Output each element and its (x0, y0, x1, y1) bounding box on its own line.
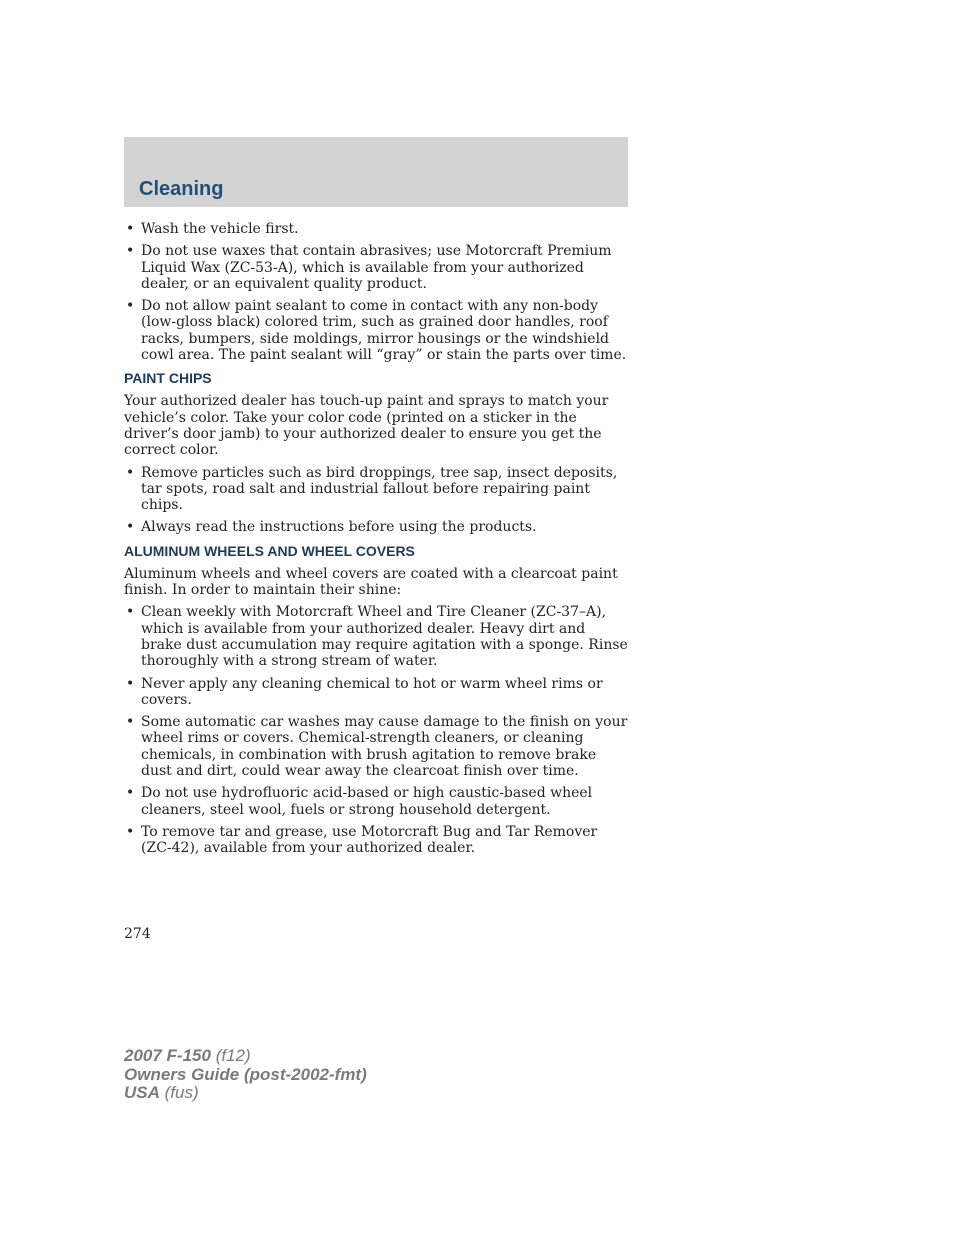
bullet-icon: • (126, 823, 135, 840)
bullet-icon: • (126, 243, 135, 260)
bullet-icon: • (126, 785, 135, 802)
list-item: • Do not allow paint sealant to come in contact with any non-body (low-gloss black) colored trim, such as grained door handles, roof racks, bumpers, side moldings, mirror housings or the windshield cowl area. The paint sealant will “gray” or stain the parts over time. (126, 298, 627, 364)
list-item: • Some automatic car washes may cause damage to the finish on your wheel rims or covers. Chemical-strength cleaners, or cleaning chemicals, in combination with brush agitation to remove brake dust and dirt, could wear away the clearcoat finish over time. (126, 714, 628, 780)
heading-aluminum-wheels: ALUMINUM WHEELS AND WHEEL COVERS (124, 542, 415, 559)
list-item: • Never apply any cleaning chemical to hot or warm wheel rims or covers. (126, 675, 603, 708)
paint-chips-paragraph: Your authorized dealer has touch-up paint and sprays to match your vehicle’s color. Take your color code (printed on a sticker in the driver’s door jamb) to your authorized dealer to ensure you get the correct color. (124, 393, 609, 459)
list-item: • Do not use hydrofluoric acid-based or high caustic-based wheel cleaners, steel wool, fuels or strong household detergent. (126, 785, 593, 818)
list-item: • Clean weekly with Motorcraft Wheel and Tire Cleaner (ZC-37–A), which is available from your authorized dealer. Heavy dirt and brake dust accumulation may require agitation with a sponge. Rinse thoroughly with a strong stream of water. (126, 604, 628, 670)
section-title-cleaning: Cleaning (139, 178, 224, 200)
footer-line-market: USA (fus) (124, 1083, 199, 1102)
wheels-paragraph: Aluminum wheels and wheel covers are coated with a clearcoat paint finish. In order to maintain their shine: (124, 565, 618, 599)
intro-bullet-list (124, 221, 628, 363)
list-item: • Remove particles such as bird droppings, tree sap, insect deposits, tar spots, road salt and industrial fallout before repairing paint chips. (126, 464, 618, 514)
bullet-icon: • (126, 675, 135, 692)
bullet-icon: • (126, 298, 135, 315)
section-header-bar (124, 137, 628, 207)
list-item: • To remove tar and grease, use Motorcraft Bug and Tar Remover (ZC-42), available from your authorized dealer. (126, 823, 598, 857)
paint-chips-bullet-list (124, 465, 628, 536)
bullet-icon: • (126, 221, 135, 237)
list-item: • Do not use waxes that contain abrasives; use Motorcraft Premium Liquid Wax (ZC-53-A), which is available from your authorized dealer, or an equivalent quality product. (126, 243, 612, 292)
page-content (124, 221, 628, 863)
bullet-icon: • (126, 604, 135, 621)
list-item: • Wash the vehicle first. (126, 221, 299, 237)
heading-paint-chips: PAINT CHIPS (124, 370, 212, 387)
list-item: • Always read the instructions before using the products. (126, 519, 537, 536)
bullet-icon: • (126, 519, 135, 536)
footer-line-model: 2007 F-150 (f12) (124, 1046, 251, 1065)
page-number: 274 (124, 926, 151, 942)
document-footer (124, 1047, 367, 1103)
wheels-bullet-list (124, 604, 628, 856)
footer-line-guide: Owners Guide (post-2002-fmt) (124, 1064, 367, 1084)
bullet-icon: • (126, 714, 135, 731)
bullet-icon: • (126, 464, 135, 481)
